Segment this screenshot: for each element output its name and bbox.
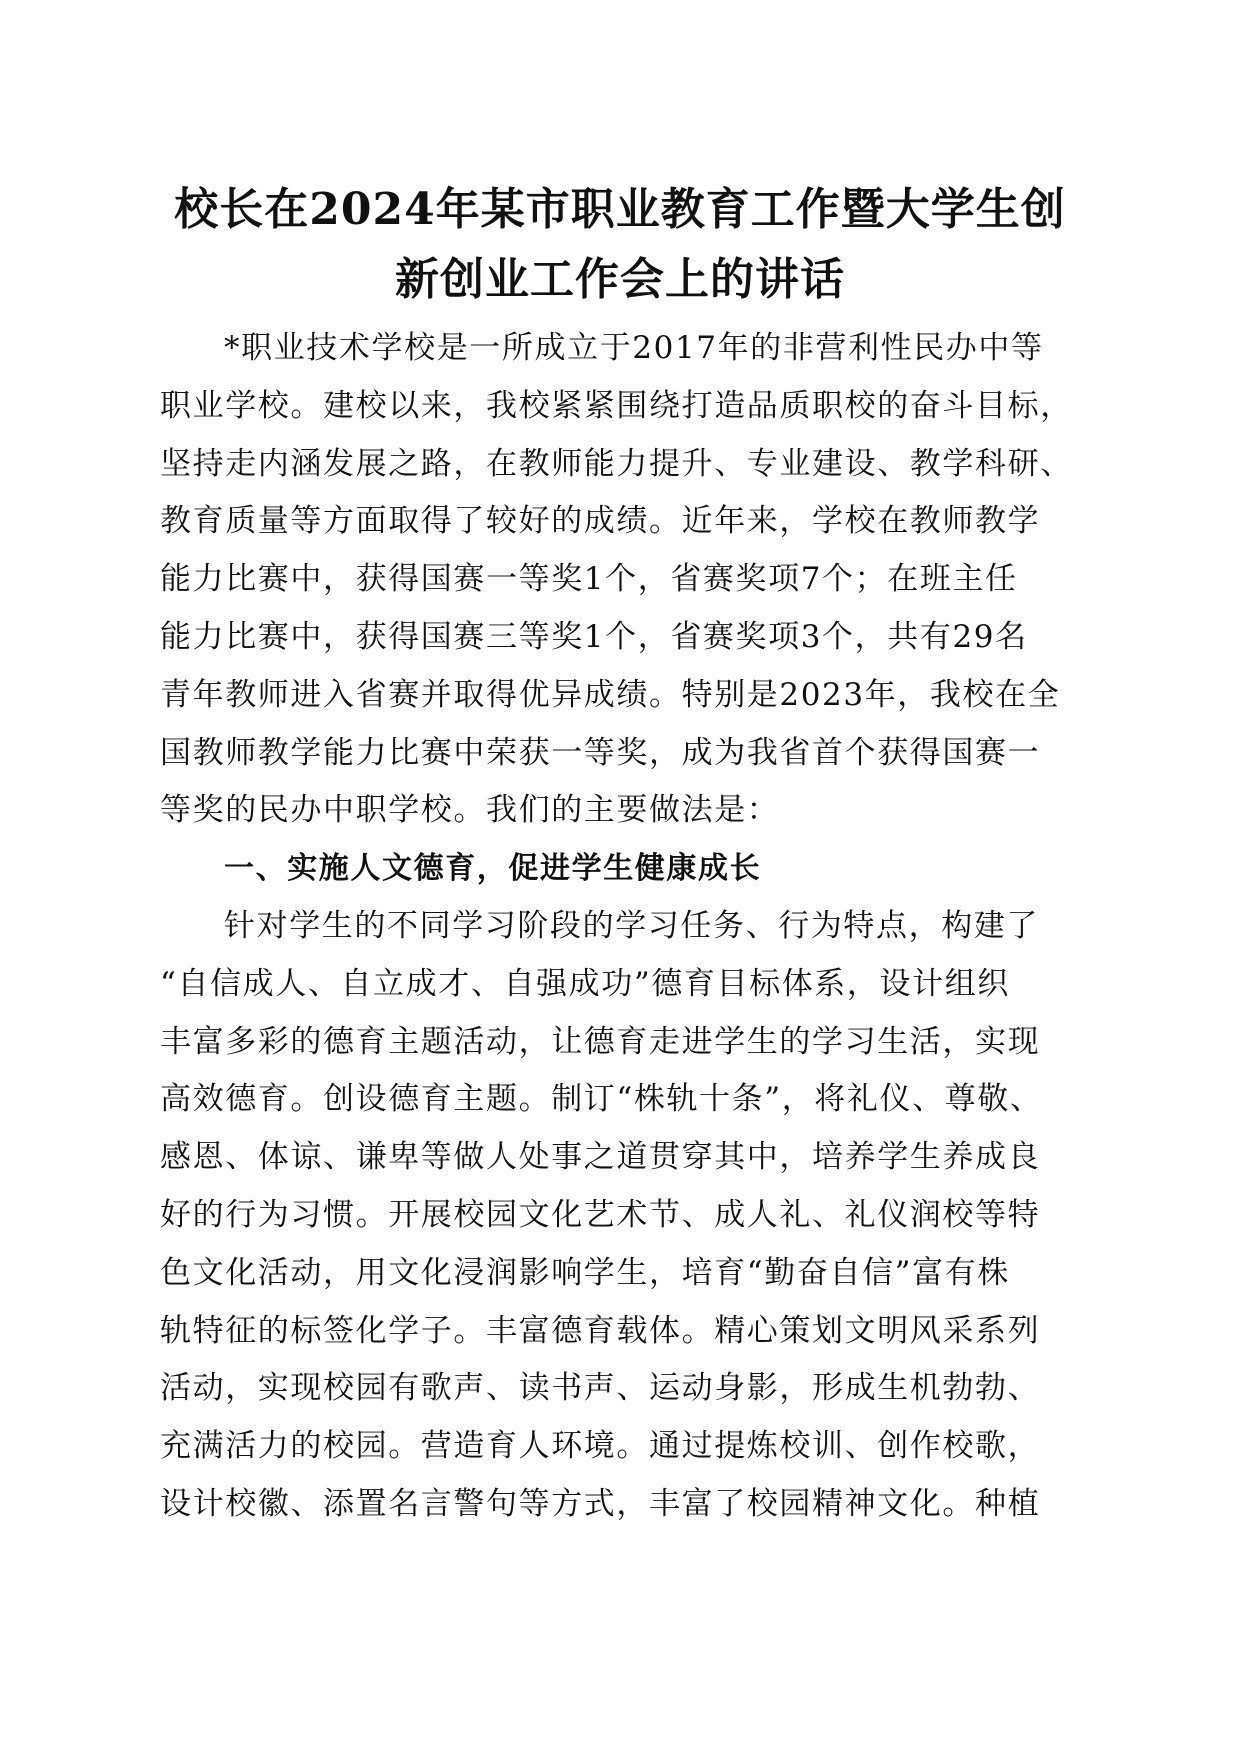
text-line: *职业技术学校是一所成立于2017年的非营利性民办中等 xyxy=(224,330,1044,366)
text-line: 丰富多彩的德育主题活动，让德育走进学生的学习生活，实现 xyxy=(160,1023,1041,1060)
text-line: 青年教师进入省赛并取得优异成绩。特别是2023年，我校在全 xyxy=(160,676,1061,713)
text-line: 活动，实现校园有歌声、读书声、运动身影，形成生机勃勃、 xyxy=(160,1370,1041,1407)
document-body xyxy=(160,320,1073,1534)
document-title xyxy=(120,175,1120,315)
text-line: 轨特征的标签化学子。丰富德育载体。精心策划文明风采系列 xyxy=(160,1312,1041,1349)
text-line: 设计校徽、添置名言警句等方式，丰富了校园精神文化。种植 xyxy=(160,1485,1041,1522)
text-line: 教育质量等方面取得了较好的成绩。近年来，学校在教师教学 xyxy=(160,503,1041,540)
text-line: 等奖的民办中职学校。我们的主要做法是： xyxy=(160,792,780,829)
paragraph-intro xyxy=(160,320,1073,840)
text-line: 针对学生的不同学习阶段的学习任务、行为特点，构建了 xyxy=(224,907,1039,944)
text-line: “自信成人、自立成才、自强成功”德育目标体系，设计组织 xyxy=(160,965,1010,1002)
text-line: 高效德育。创设德育主题。制订“株轨十条”，将礼仪、尊敬、 xyxy=(160,1081,1043,1118)
text-line: 好的行为习惯。开展校园文化艺术节、成人礼、礼仪润校等特 xyxy=(160,1196,1041,1233)
text-line: 坚持走内涵发展之路，在教师能力提升、专业建设、教学科研、 xyxy=(160,445,1073,482)
section-heading: 一、实施人文德育，促进学生健康成长 xyxy=(224,851,762,887)
text-line: 能力比赛中，获得国赛一等奖1个，省赛奖项7个；在班主任 xyxy=(160,561,1018,598)
text-line: 能力比赛中，获得国赛三等奖1个，省赛奖项3个，共有29名 xyxy=(160,618,1028,655)
text-line: 职业学校。建校以来，我校紧紧围绕打造品质职校的奋斗目标， xyxy=(160,387,1073,424)
text-line: 充满活力的校园。营造育人环境。通过提炼校训、创作校歌， xyxy=(160,1428,1041,1465)
text-line: 色文化活动，用文化浸润影响学生，培育“勤奋自信”富有株 xyxy=(160,1254,1010,1291)
title-line: 校长在2024年某市职业教育工作暨大学生创 xyxy=(174,184,1066,235)
paragraph-moral-education xyxy=(160,898,1060,1534)
text-line: 国教师教学能力比赛中荣获一等奖，成为我省首个获得国赛一 xyxy=(160,734,1041,771)
text-line: 感恩、体谅、谦卑等做人处事之道贯穿其中，培养学生养成良 xyxy=(160,1139,1041,1176)
title-line: 新创业工作会上的讲话 xyxy=(395,254,845,305)
